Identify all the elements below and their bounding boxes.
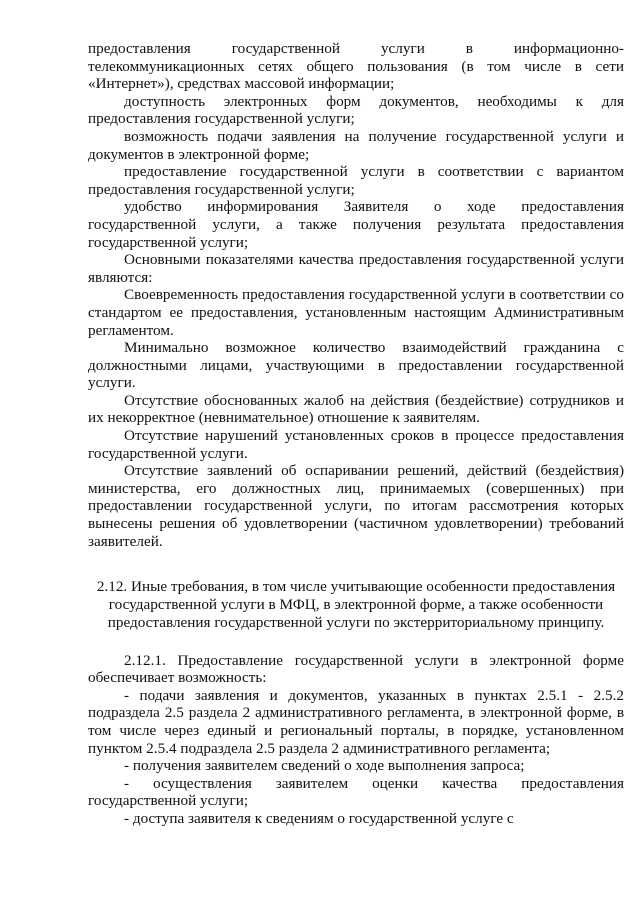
paragraph: Отсутствие нарушений установленных сроков в процессе предоставления государственной услуги. (88, 427, 624, 462)
list-item: - осуществления заявителем оценки качества предоставления государственной услуги; (88, 774, 624, 810)
paragraph: доступность электронных форм документов, необходимы к для предоставления государственной услуги; (88, 92, 624, 128)
paragraph: Минимально возможное количество взаимодействий гражданина с должностными лицами, участвующими в предоставлении государственной услуги. (88, 339, 624, 392)
list-item: - получения заявителем сведений о ходе выполнения запроса; (124, 757, 525, 775)
paragraph: Основными показателями качества предоставления государственной услуги являются: (88, 251, 624, 286)
list-item: - доступа заявителя к сведениям о государственной услуге с (124, 809, 514, 827)
paragraph: Отсутствие обоснованных жалоб на действия (бездействие) сотрудников и их некорректное (невнимательное) отношение к заявителям. (88, 391, 624, 427)
list-item: - подачи заявления и документов, указанных в пунктах 2.5.1 - 2.5.2 подраздела 2.5 раздела 2 административного регламента, в электронной форме, в том числе через единый и региональный порталы, в порядке, установленном пунктом 2.5.4 подраздела 2.5 раздела 2 административного регламента; (88, 686, 624, 757)
document-page (88, 40, 624, 828)
top-paragraphs (88, 40, 624, 550)
paragraph: предоставление государственной услуги в соответствии с вариантом предоставления государственной услуги; (88, 163, 624, 198)
paragraph: 2.12.1. Предоставление государственной услуги в электронной форме обеспечивает возможность: (88, 651, 624, 687)
paragraph: удобство информирования Заявителя о ходе предоставления государственной услуги, а также получения результата предоставления государственной услуги; (88, 198, 624, 251)
paragraph: возможность подачи заявления на получение государственной услуги и документов в электронной форме; (88, 127, 624, 163)
section-heading: 2.12. Иные требования, в том числе учитывающие особенности предоставления государственной услуги в МФЦ, в электронной форме, а также особенности предоставления государственной услуги по экстерриториальному принципу. (96, 578, 616, 631)
paragraph: Своевременность предоставления государственной услуги в соответствии со стандартом ее предоставления, установленным настоящим Административным регламентом. (88, 286, 624, 339)
paragraph: предоставления государственной услуги в информационно-телекоммуникационных сетях общего пользования (в том числе в сети «Интернет»), средствах массовой информации; (88, 40, 624, 93)
bottom-paragraphs (88, 652, 624, 828)
paragraph: Отсутствие заявлений об оспаривании решений, действий (бездействия) министерства, его должностных лиц, принимаемых (совершенных) при предоставлении государственной услуги, по итогам рассмотрения которых вынесены решения об удовлетворении (частичном удовлетворении) требований заявителей. (88, 462, 624, 550)
